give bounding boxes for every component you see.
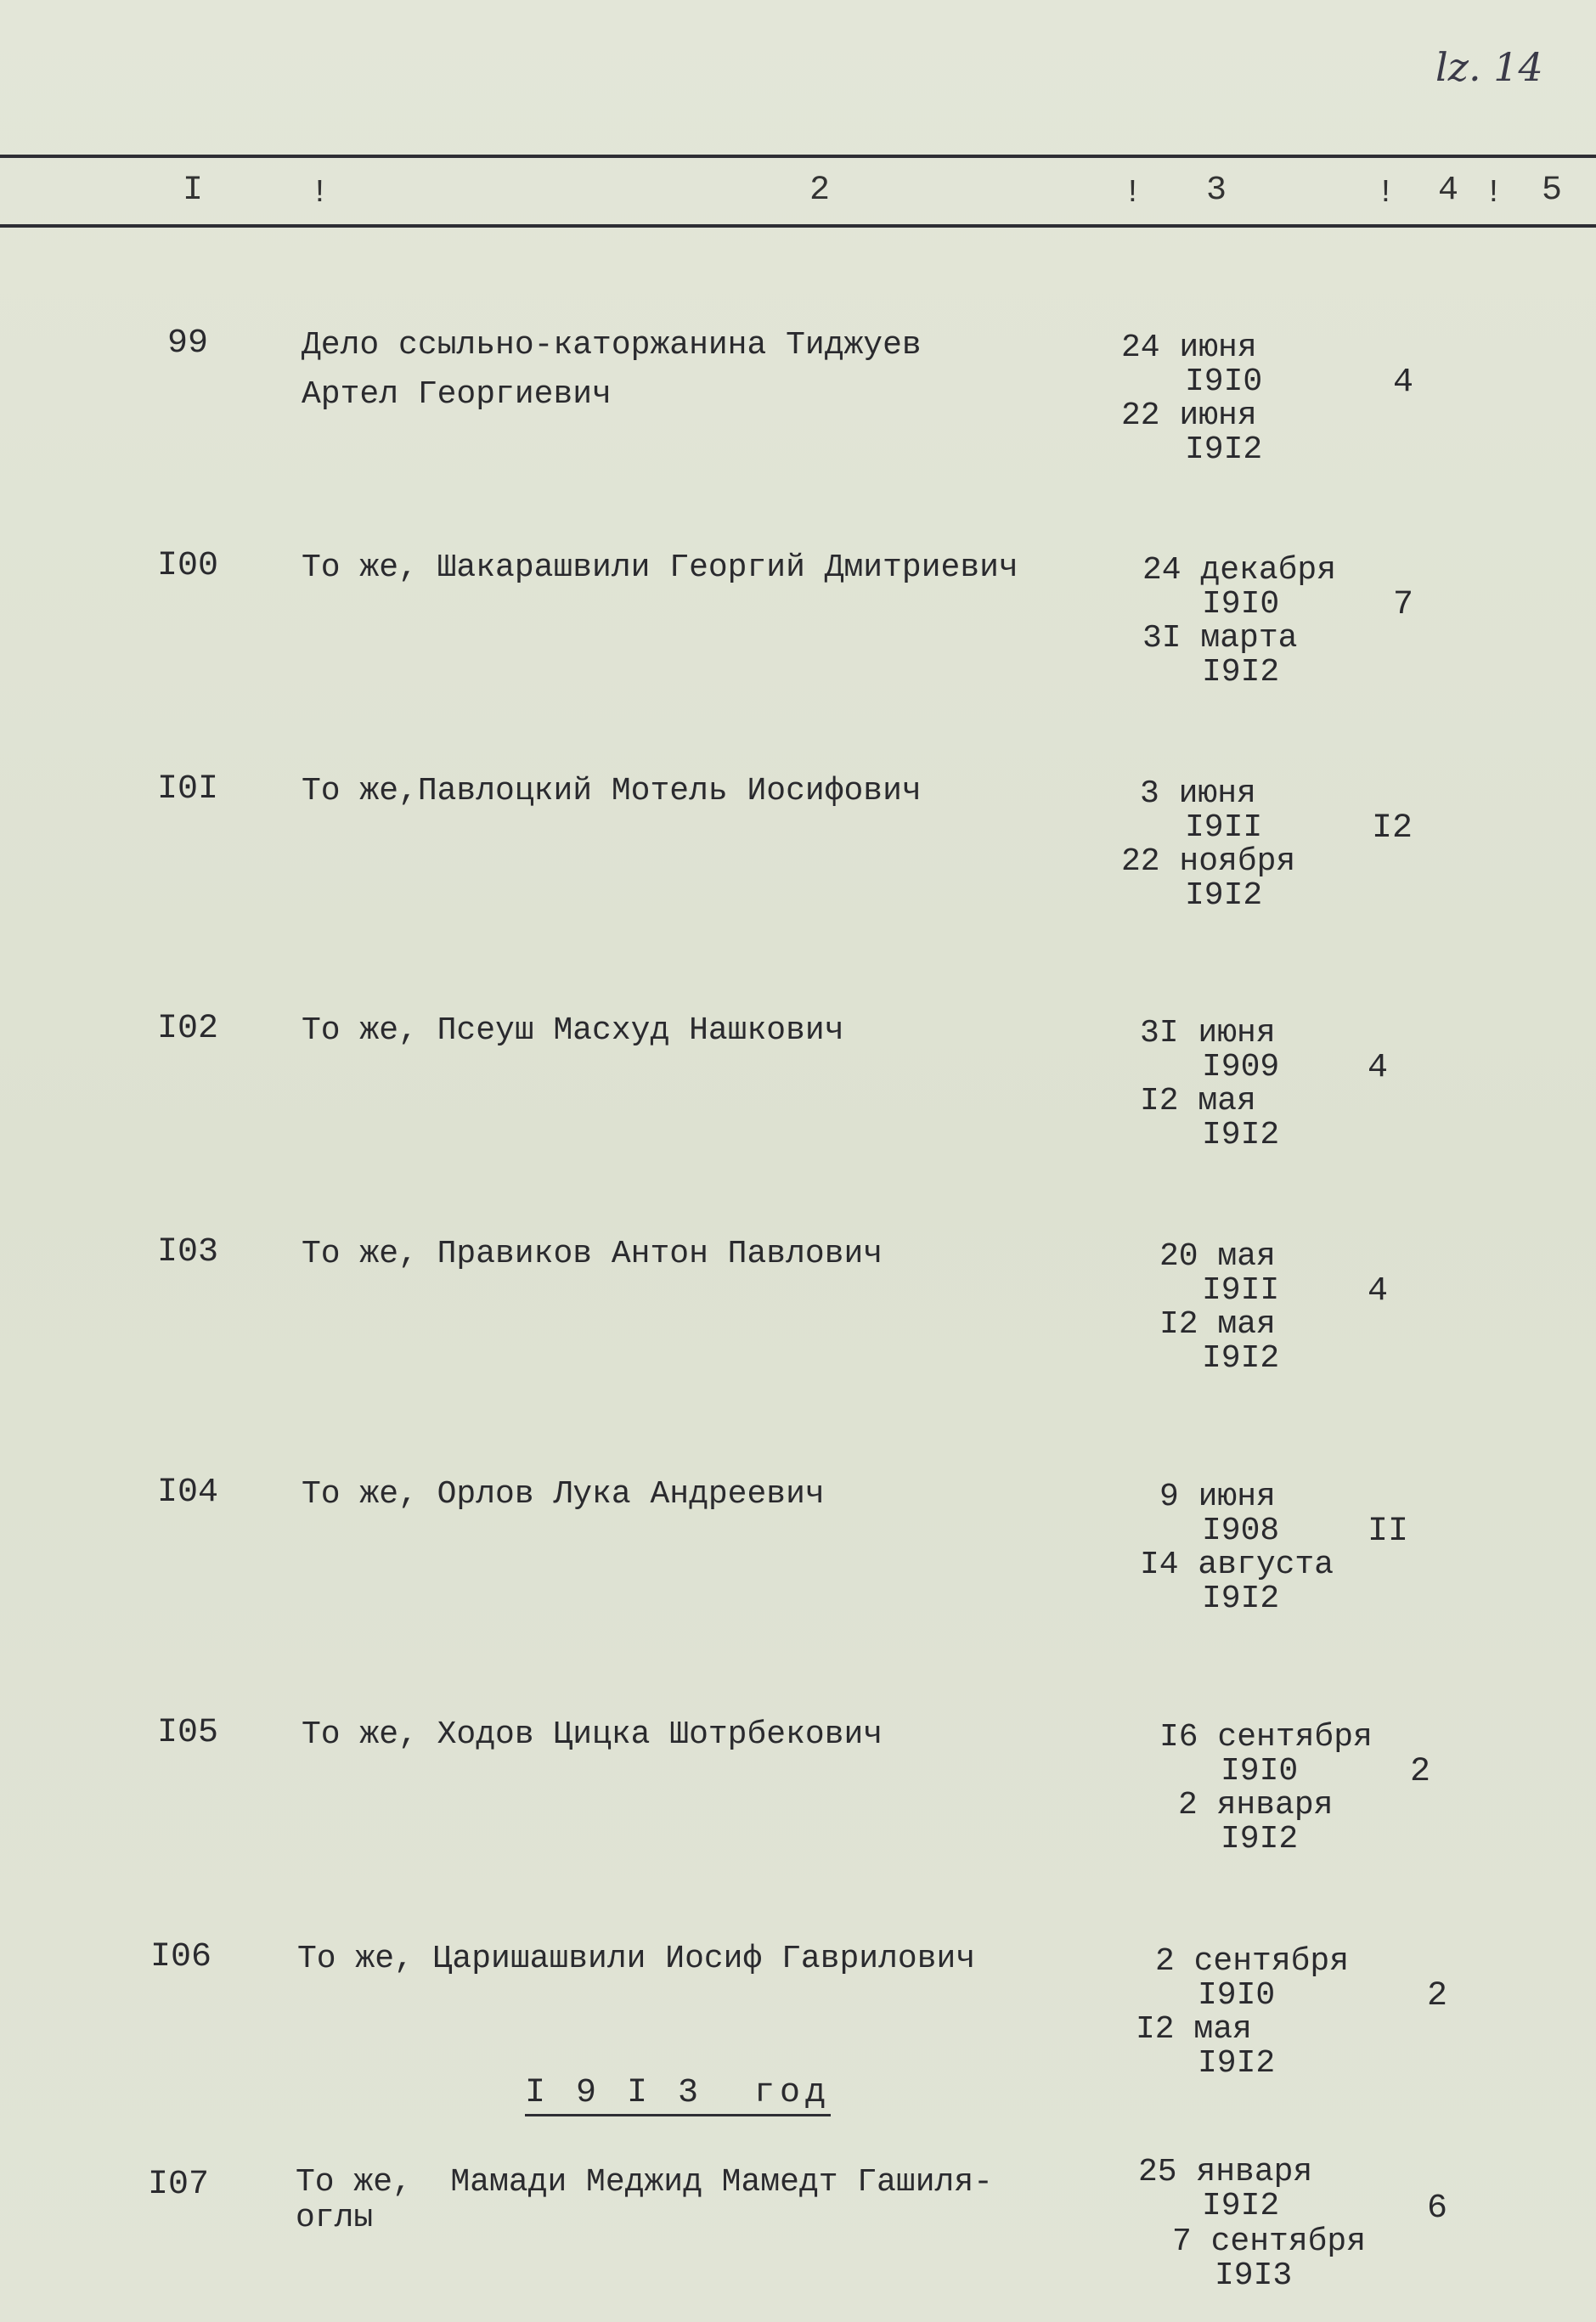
page-number: lz. 14 xyxy=(1435,44,1543,90)
start-date: 2 сентября xyxy=(1155,1943,1350,1980)
end-date: 3I марта xyxy=(1142,620,1298,657)
end-date: 2 января xyxy=(1178,1787,1334,1823)
entry-title: То же, Царишашвили Иосиф Гаврилович xyxy=(297,1941,976,1977)
end-year: I9I2 xyxy=(1202,1340,1280,1377)
entry-number: I06 xyxy=(149,1938,211,1976)
header-col-2: 2 xyxy=(809,172,831,210)
start-year: I9II xyxy=(1202,1272,1280,1309)
start-year: I9I0 xyxy=(1202,586,1280,623)
header-col-1: I xyxy=(183,172,204,210)
entry-title: То же, Шакарашвили Георгий Дмитриевич xyxy=(302,550,1018,586)
start-date: 25 января xyxy=(1138,2154,1313,2190)
end-date: 7 сентября xyxy=(1172,2223,1367,2260)
end-year: I9I2 xyxy=(1202,654,1280,690)
end-date: 22 ноября xyxy=(1121,843,1296,880)
end-date: 22 июня xyxy=(1121,397,1257,434)
entry-number: I05 xyxy=(156,1714,218,1752)
header-col-4: 4 xyxy=(1438,172,1459,210)
entry-title: То же, Мамади Меджид Мамедт Гашиля- xyxy=(296,2164,993,2201)
start-date: 3 июня xyxy=(1140,775,1256,812)
entry-number: I0I xyxy=(156,770,218,809)
end-year: I9I2 xyxy=(1198,2045,1276,2082)
entry-title: То же, Правиков Антон Павлович xyxy=(302,1236,883,1272)
entry-number: I04 xyxy=(156,1474,218,1512)
start-date: 9 июня xyxy=(1159,1479,1276,1515)
start-date: 24 июня xyxy=(1121,330,1257,366)
end-date: I2 мая xyxy=(1159,1306,1276,1343)
entry-title-cont: оглы xyxy=(296,2200,374,2236)
entry-title: То же, Ходов Цицка Шотрбекович xyxy=(302,1716,883,1753)
start-year: I9II xyxy=(1185,809,1263,846)
header-col-3: 3 xyxy=(1206,172,1227,210)
entry-number: I00 xyxy=(156,547,218,585)
entry-title: То же, Орлов Лука Андреевич xyxy=(302,1476,825,1513)
start-date: I6 сентября xyxy=(1159,1719,1373,1756)
section-heading-year: I 9 I 3 год xyxy=(525,2074,831,2116)
end-year: I9I2 xyxy=(1202,1581,1280,1617)
end-date: I2 мая xyxy=(1140,1083,1256,1119)
end-year: I9I2 xyxy=(1221,1821,1299,1857)
header-top-rule xyxy=(0,155,1596,158)
end-year: I9I2 xyxy=(1185,431,1263,468)
start-year: I9I0 xyxy=(1221,1753,1299,1789)
end-year: I9I2 xyxy=(1202,1117,1280,1153)
header-separator: ! xyxy=(1123,175,1142,211)
entry-title-cont: Артел Георгиевич xyxy=(302,376,612,413)
start-date: 3I июня xyxy=(1140,1015,1276,1051)
sheet-count: 6 xyxy=(1427,2190,1448,2228)
entry-number: I02 xyxy=(156,1010,218,1048)
header-separator: ! xyxy=(1484,175,1503,211)
entry-number: I07 xyxy=(147,2166,209,2204)
header-col-5: 5 xyxy=(1542,172,1563,210)
start-year: I9I2 xyxy=(1202,2188,1280,2224)
start-date: 20 мая xyxy=(1159,1238,1276,1275)
sheet-count: 2 xyxy=(1410,1753,1431,1791)
start-year: I908 xyxy=(1202,1513,1280,1549)
sheet-count: 7 xyxy=(1393,586,1414,624)
entry-number: 99 xyxy=(166,324,208,363)
end-year: I9I3 xyxy=(1215,2257,1293,2294)
start-year: I9I0 xyxy=(1198,1977,1276,2014)
end-year: I9I2 xyxy=(1185,877,1263,914)
entry-title: То же, Псеуш Масхуд Нашкович xyxy=(302,1012,844,1049)
sheet-count: 4 xyxy=(1393,364,1414,402)
entry-number: I03 xyxy=(156,1233,218,1271)
entry-title: Дело ссыльно-каторжанина Тиджуев xyxy=(302,327,922,364)
sheet-count: I2 xyxy=(1372,809,1413,848)
start-year: I909 xyxy=(1202,1049,1280,1085)
header-separator: ! xyxy=(1376,175,1396,211)
end-date: I4 августа xyxy=(1140,1547,1334,1583)
sheet-count: 2 xyxy=(1427,1977,1448,2015)
entry-title: То же,Павлоцкий Мотель Иосифович xyxy=(302,773,922,809)
start-year: I9I0 xyxy=(1185,364,1263,400)
sheet-count: 4 xyxy=(1368,1272,1389,1310)
end-date: I2 мая xyxy=(1136,2011,1252,2048)
sheet-count: 4 xyxy=(1368,1049,1389,1087)
start-date: 24 декабря xyxy=(1142,552,1337,589)
header-bottom-rule xyxy=(0,224,1596,228)
header-separator: ! xyxy=(310,175,330,211)
sheet-count: II xyxy=(1368,1513,1409,1551)
